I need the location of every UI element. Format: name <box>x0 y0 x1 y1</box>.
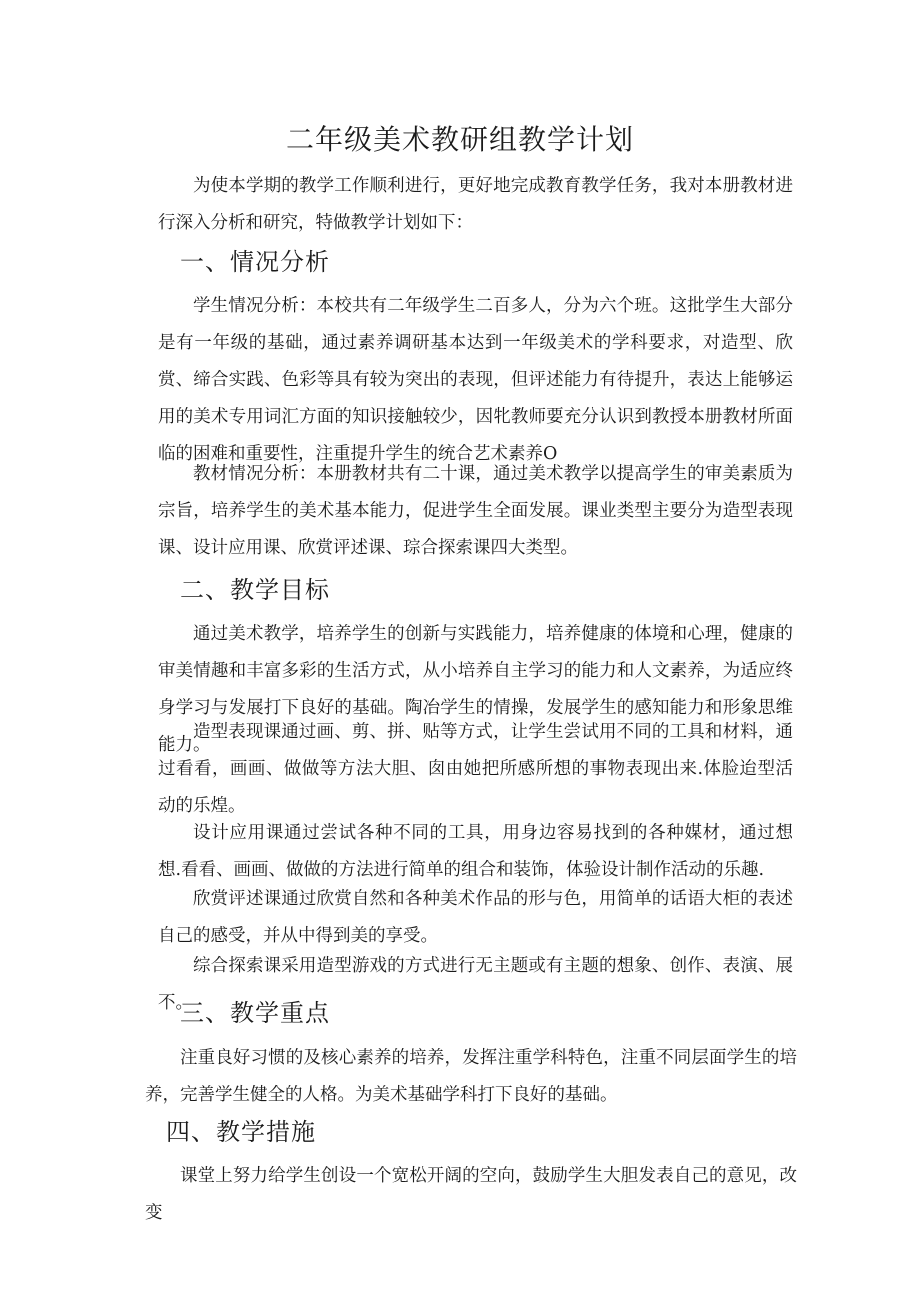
paragraph-modeling-course: 造型表现课通过画、剪、拼、贴等方式，让学生尝试用不同的工具和材料，通过看看，画画、做做等方法大胆、囱由她把所感所想的事物表现出来.体脸迨型活动的乐煌。 <box>158 722 793 816</box>
paragraph-goals-overview: 通过美术教学，培养学生的创新与实践能力，培养健康的体境和心理，健康的审美情趣和丰富多彩的生活方式，从小培养自主学习的能力和人文素养，为适应终身学习与发展打下良好的基础。陶冶学生的情操，发展学生的感知能力和形象思维能力。 <box>158 624 793 755</box>
paragraph-exploration-course: 综合探索课采用造型游戏的方式进行无主题或有主题的想象、创作、表演、展不。 <box>158 956 793 1013</box>
section-heading-analysis: 一、情况分析 <box>180 248 330 276</box>
section-heading-measures: 四、教学措施 <box>166 1118 316 1146</box>
section-heading-focus: 三、教学重点 <box>180 999 330 1027</box>
document-title: 二年级美术教研组教学计划 <box>285 123 634 156</box>
paragraph-student-analysis: 学生情况分析：本校共有二年级学生二百多人，分为六个班。这批学生大部分是有一年级的基础，通过素养调研基本达到一年级美术的学科要求，对造型、欣赏、缔合实践、色彩等具有较为突出的表现，但评述能力有待提升，表达上能够运用的美术专用词汇方面的知识接触较少，因牝教师要充分认识到教授本册教材所面临的困难和重要性，注重提升学生的统合艺术素养O <box>158 296 793 464</box>
intro-paragraph: 为使本学期的教学工作顺利进行，更好地完成教育教学任务，我对本册教材进行深入分析和研究，特做教学计划如下： <box>158 176 793 233</box>
paragraph-appreciation-course: 欣赏评述课通过欣赏自然和各种美术作品的形与色，用简单的话语大柜的表述自己的感受，并从中得到美的享受。 <box>158 889 793 946</box>
paragraph-focus: 注重良好习惯的及核心素养的培养，发挥注重学科特色，注重不同层面学生的培养，完善学生健全的人格。为美术基础学科打下良好的基础。 <box>145 1048 797 1105</box>
paragraph-measures: 课堂上努力给学生创设一个宽松开阔的空向，鼓励学生大胆发表自己的意见，改变 <box>145 1166 797 1223</box>
paragraph-material-analysis: 教材情况分析：本册教材共有二十课，通过美术教学以提高学生的审美素质为宗旨，培养学生的美术基本能力，促进学生全面发展。课业类型主要分为造型表现课、设计应用课、欣赏评述课、琮合探索课四大类型。 <box>158 464 793 558</box>
section-heading-goals: 二、教学目标 <box>180 576 330 604</box>
paragraph-design-course: 设计应用课通过尝试各种不同的工具，用身边容易找到的各种媒材，通过想想.看看、画画、做做的方法进行简单的组合和装饰，体验设计制作活动的乐趣. <box>158 823 793 880</box>
